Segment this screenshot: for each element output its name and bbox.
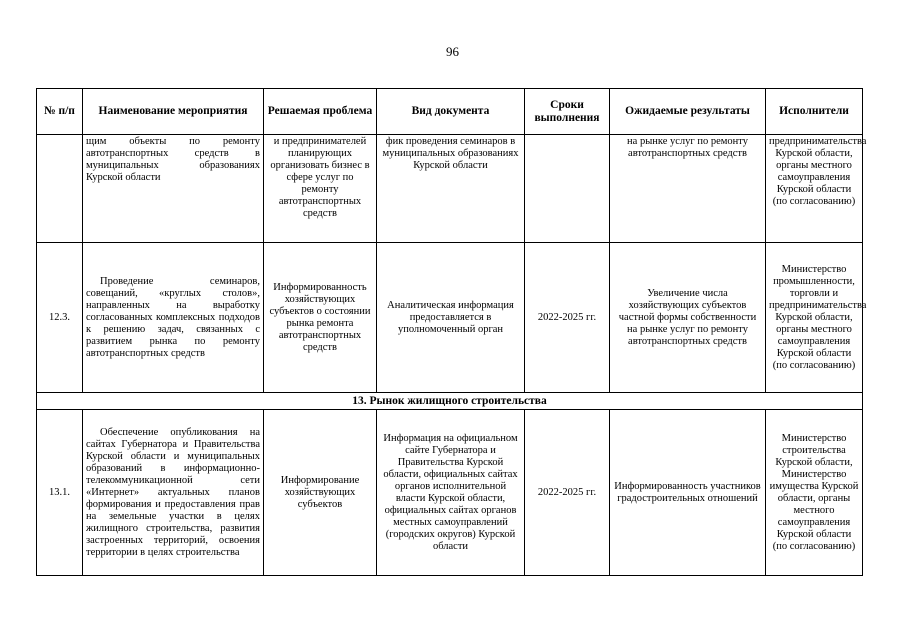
header-results: Ожидаемые результаты <box>610 89 766 135</box>
header-terms: Сроки выполнения <box>525 89 610 135</box>
table-row <box>37 410 863 576</box>
cell-name: Обеспечение опубликования на сайтах Губернатора и Правительства Курской области и муниципальных образований в информационно-телекоммуникационной сети «Интернет» актуальных планов формирования и предоставления прав на земельные участки в целях жилищного строительства, развития застроенных территорий, освоения территории в целях строительства <box>83 410 264 576</box>
cell-problem: и предпринимателей планирующих организовать бизнес в сфере услуг по ремонту автотранспортных средств <box>264 135 377 243</box>
cell-results: Информированность участников градостроительных отношений <box>610 410 766 576</box>
cell-doc: Информация на официальном сайте Губернатора и Правительства Курской области, официальных сайтах органов исполнительной власти Курской области, официальных сайтах органов местных самоуправлений (городских округов) Курской области <box>377 410 525 576</box>
cell-terms: 2022-2025 гг. <box>525 243 610 393</box>
table-row <box>37 135 863 243</box>
section-title: 13. Рынок жилищного строительства <box>37 393 863 410</box>
header-executors: Исполнители <box>766 89 863 135</box>
cell-executors: Министерство строительства Курской области, Министерство имущества Курской области, органы местного самоуправления Курской области (по согласованию) <box>766 410 863 576</box>
cell-terms: 2022-2025 гг. <box>525 410 610 576</box>
cell-executors: Министерство промышленности, торговли и предпринимательства Курской области, органы местного самоуправления Курской области (по согласованию) <box>766 243 863 393</box>
cell-terms <box>525 135 610 243</box>
table-header-row <box>37 89 863 135</box>
table-row <box>37 243 863 393</box>
cell-name: щим объекты по ремонту автотранспортных средств в муниципальных образованиях Курской области <box>83 135 264 243</box>
page-number: 96 <box>446 44 459 59</box>
section-row <box>37 393 863 410</box>
cell-executors: предпринимательства Курской области, органы местного самоуправления Курской области (по согласованию) <box>766 135 863 243</box>
cell-results: на рынке услуг по ремонту автотранспортных средств <box>610 135 766 243</box>
header-name: Наименование мероприятия <box>83 89 264 135</box>
header-num: № п/п <box>37 89 83 135</box>
cell-num <box>37 135 83 243</box>
cell-results: Увеличение числа хозяйствующих субъектов частной формы собственности на рынке услуг по ремонту автотранспортных средств <box>610 243 766 393</box>
header-doc: Вид документа <box>377 89 525 135</box>
cell-num: 13.1. <box>37 410 83 576</box>
cell-name: Проведение семинаров, совещаний, «круглых столов», направленных на выработку согласованных комплексных подходов к решению задач, связанных с развитием рынка по ремонту автотранспортных средств <box>83 243 264 393</box>
cell-problem: Информированность хозяйствующих субъектов о состоянии рынка ремонта автотранспортных средств <box>264 243 377 393</box>
cell-doc: фик проведения семинаров в муниципальных образованиях Курской области <box>377 135 525 243</box>
measures-table <box>36 88 867 576</box>
header-problem: Решаемая проблема <box>264 89 377 135</box>
cell-doc: Аналитическая информация предоставляется в уполномоченный орган <box>377 243 525 393</box>
cell-num: 12.3. <box>37 243 83 393</box>
cell-problem: Информирование хозяйствующих субъектов <box>264 410 377 576</box>
